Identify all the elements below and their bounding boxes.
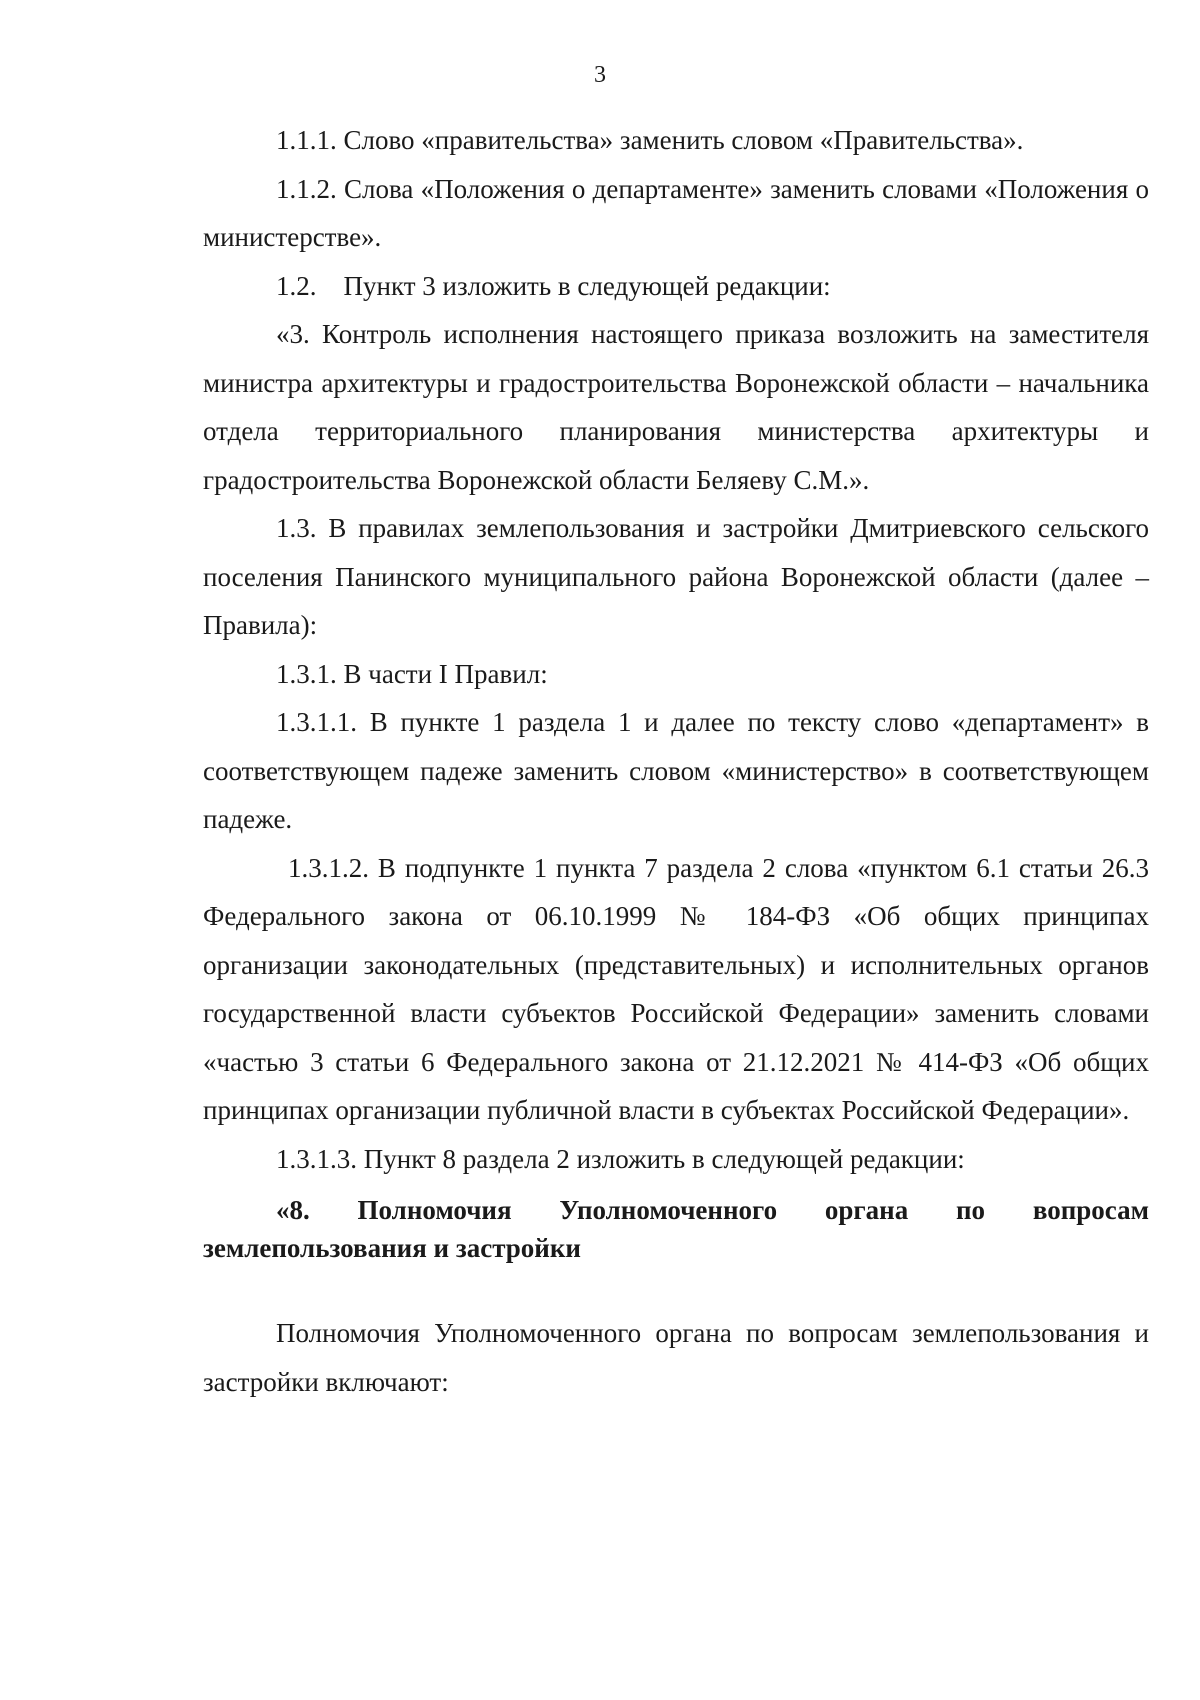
paragraph-1-3-1-1: 1.3.1.1. В пункте 1 раздела 1 и далее по тексту слово «департамент» в соответствующем падеже заменить словом «министерство» в соответствующем падеже. — [203, 707, 1149, 834]
paragraph-1-3: 1.3. В правилах землепользования и застройки Дмитриевского сельского поселения Панинского муниципального района Воронежской области (далее – Правила): — [203, 513, 1149, 640]
paragraph-control-clause: «3. Контроль исполнения настоящего приказа возложить на заместителя министра архитектуры и градостроительства Воронежской области – начальника отдела территориального планирования министерства архитектуры и градостроительства Воронежской области Беляеву С.М.». — [203, 319, 1149, 495]
section-heading: «8. Полномочия Уполномоченного органа по вопросам землепользования и застройки — [203, 1195, 1149, 1263]
paragraph-1-1-2: 1.1.2. Слова «Положения о департаменте» заменить словами «Положения о министерстве». — [203, 173, 1149, 252]
paragraph-1-3-1: 1.3.1. В части I Правил: — [276, 658, 548, 689]
closing-paragraph: Полномочия Уполномоченного органа по вопросам землепользования и застройки включают: — [203, 1318, 1149, 1397]
paragraph-1-3-1-2: 1.3.1.2. В подпункте 1 пункта 7 раздела 2 слова «пунктом 6.1 статьи 26.3 Федерального закона от 06.10.1999 № 184-ФЗ «Об общих принципах организации законодательных (представительных) и исполнительных органов государственной власти субъектов Российской Федерации» заменить словами «частью 3 статьи 6 Федерального закона от 21.12.2021 № 414-ФЗ «Об общих принципах организации публичной власти в субъектах Российской Федерации». — [203, 852, 1149, 1125]
document-body — [203, 116, 1149, 1406]
paragraph-1-3-1-3: 1.3.1.3. Пункт 8 раздела 2 изложить в следующей редакции: — [276, 1143, 965, 1174]
paragraph-1-2: 1.2. Пункт 3 изложить в следующей редакции: — [276, 270, 831, 301]
page-number: 3 — [594, 62, 606, 88]
paragraph-1-1-1: 1.1.1. Слово «правительства» заменить словом «Правительства». — [276, 125, 1024, 155]
